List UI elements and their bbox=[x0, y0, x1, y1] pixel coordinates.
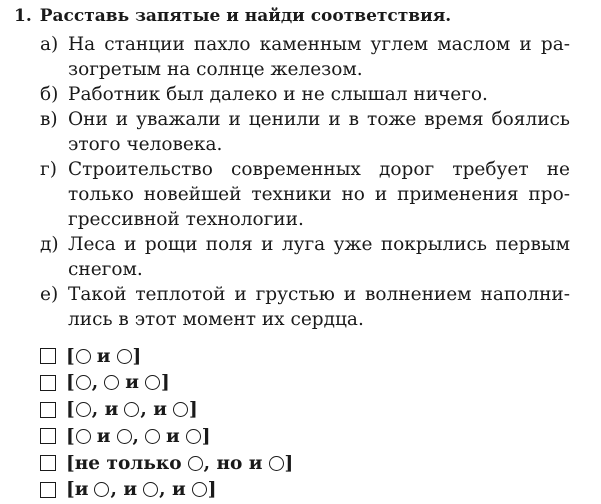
answer-checkbox[interactable] bbox=[40, 375, 56, 391]
sentence-text: Строительство современных дорог требует не только новейшей техники но и применения про-грессивной технологии. bbox=[68, 159, 570, 230]
sentence-letter: б) bbox=[40, 84, 59, 105]
sentence-text: Они и уважали и ценили и в тоже время боялись этого человека. bbox=[68, 109, 570, 155]
conjunction: и bbox=[125, 372, 139, 394]
sentence-d bbox=[40, 157, 570, 232]
circle-icon bbox=[117, 429, 132, 444]
task-number: 1. bbox=[14, 6, 32, 26]
task-title bbox=[14, 6, 451, 26]
answer-checkbox[interactable] bbox=[40, 428, 56, 444]
sentence-text: Работник был далеко и не слышал ничего. bbox=[68, 84, 488, 105]
conjunction: [не только bbox=[66, 452, 182, 474]
sentence-letter: д) bbox=[40, 234, 59, 255]
answer-checkbox[interactable] bbox=[40, 455, 56, 471]
circle-icon bbox=[104, 375, 119, 390]
bracket-close: ] bbox=[207, 479, 217, 501]
answer-checkbox[interactable] bbox=[40, 348, 56, 364]
bracket-open: [ bbox=[66, 345, 75, 367]
bracket-close: ] bbox=[188, 399, 198, 421]
sentence-letter: а) bbox=[40, 34, 59, 55]
circle-icon bbox=[143, 482, 158, 497]
bracket-open: [ bbox=[66, 372, 75, 394]
scheme-row-3 bbox=[40, 397, 293, 423]
conjunction: , но и bbox=[203, 452, 263, 474]
circle-icon bbox=[173, 402, 188, 417]
circle-icon bbox=[76, 429, 91, 444]
scheme-row-1 bbox=[40, 343, 293, 369]
conjunction: , и bbox=[140, 399, 167, 421]
circle-icon bbox=[186, 429, 201, 444]
sentence-text: На станции пахло каменным углем маслом и ра-зогретым на солнце железом. bbox=[68, 34, 570, 80]
bracket-open: [ bbox=[66, 399, 75, 421]
circle-icon bbox=[192, 482, 207, 497]
conjunction: и bbox=[165, 425, 180, 447]
circle-icon bbox=[124, 402, 139, 417]
bracket-close: ] bbox=[132, 345, 142, 367]
circle-icon bbox=[94, 482, 109, 497]
circle-icon bbox=[269, 456, 284, 471]
punctuation-scheme bbox=[66, 346, 141, 367]
bracket-open: [ bbox=[66, 425, 75, 447]
sentence-c bbox=[40, 107, 570, 157]
comma: , bbox=[132, 425, 139, 447]
conjunction: и bbox=[96, 345, 111, 367]
answer-checkbox[interactable] bbox=[40, 402, 56, 418]
sentence-letter: в) bbox=[40, 109, 58, 130]
scheme-row-4 bbox=[40, 423, 293, 449]
answer-schemes bbox=[40, 343, 293, 504]
circle-icon bbox=[117, 349, 132, 364]
circle-icon bbox=[188, 456, 203, 471]
sentence-text: Леса и рощи поля и луга уже покрылись первым снегом. bbox=[68, 234, 570, 280]
sentence-a bbox=[40, 32, 570, 82]
conjunction: , и bbox=[110, 479, 138, 501]
scheme-row-5 bbox=[40, 450, 293, 476]
conjunction: , и bbox=[159, 479, 186, 501]
circle-icon bbox=[76, 402, 91, 417]
sentence-letter: е) bbox=[40, 284, 59, 305]
punctuation-scheme bbox=[66, 453, 293, 474]
bracket-close: ] bbox=[284, 452, 294, 474]
bracket-close: ] bbox=[201, 425, 211, 447]
comma: , bbox=[91, 372, 99, 394]
circle-icon bbox=[145, 429, 160, 444]
conjunction: , и bbox=[91, 399, 119, 421]
sentence-text: Такой теплотой и грустью и волнением наполни-лись в этот момент их сердца. bbox=[68, 284, 570, 330]
scheme-row-6 bbox=[40, 477, 293, 503]
punctuation-scheme bbox=[66, 399, 198, 420]
answer-checkbox[interactable] bbox=[40, 482, 56, 498]
punctuation-scheme bbox=[66, 479, 216, 500]
circle-icon bbox=[145, 375, 160, 390]
conjunction: и bbox=[96, 425, 111, 447]
punctuation-scheme bbox=[66, 426, 210, 447]
sentence-f bbox=[40, 282, 570, 332]
task-title-text: Расставь запятые и найди соответствия. bbox=[39, 6, 452, 26]
bracket-close: ] bbox=[160, 372, 170, 394]
sentence-b bbox=[40, 82, 570, 107]
punctuation-scheme bbox=[66, 372, 170, 393]
scheme-row-2 bbox=[40, 370, 293, 396]
sentence-letter: г) bbox=[40, 159, 57, 180]
conjunction: [и bbox=[66, 479, 89, 501]
circle-icon bbox=[76, 349, 91, 364]
circle-icon bbox=[76, 375, 91, 390]
sentence-e bbox=[40, 232, 570, 282]
